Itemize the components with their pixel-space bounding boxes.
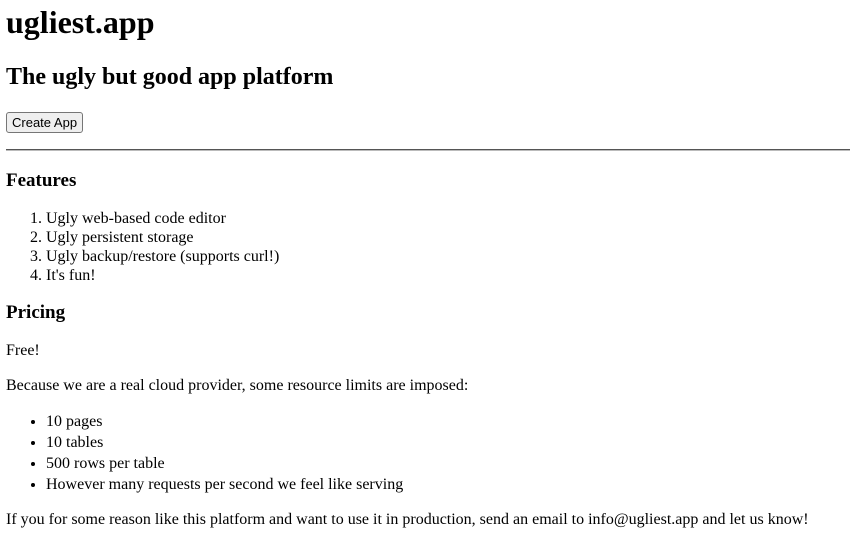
limit-item: • 10 tables [46,432,850,453]
feature-item: 2. Ugly persistent storage [46,228,850,247]
limit-item: • 10 pages [46,411,850,432]
price-text: Free! [6,342,40,359]
feature-item: 1. Ugly web-based code editor [46,209,850,228]
create-app-container [6,112,850,133]
limit-item: • However many requests per second we feel like serving [46,474,850,495]
feature-item: 3. Ugly backup/restore (supports curl!) [46,247,850,266]
page [0,3,850,529]
footer-text: If you for some reason like this platform and want to use it in production, send an email to info@ugliest.app and let us know! [6,511,809,528]
limit-item: • 500 rows per table [46,453,850,474]
site-title: ugliest.app [6,4,155,40]
limits-list [6,411,850,495]
create-app-button[interactable]: Create App [6,112,83,133]
limits-intro: Because we are a real cloud provider, some resource limits are imposed: [6,377,469,394]
feature-item: 4. It's fun! [46,266,850,285]
tagline: The ugly but good app platform [6,64,334,90]
features-heading: Features [6,170,77,191]
pricing-heading: Pricing [6,302,66,323]
features-list [6,209,850,285]
divider [6,149,850,151]
